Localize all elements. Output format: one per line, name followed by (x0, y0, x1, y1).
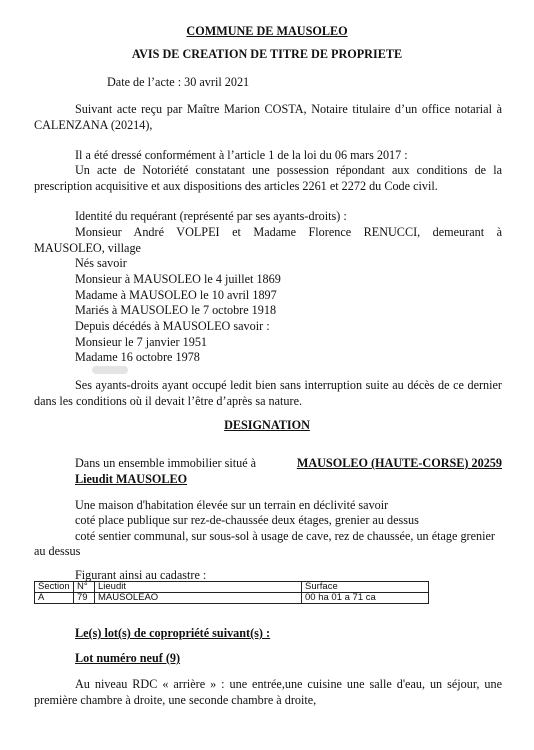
desc-line-1: Une maison d'habitation élevée sur un terrain en déclivité savoir (75, 498, 389, 512)
ayants-line-1: Ses ayants-droits ayant occupé ledit bien sans interruption suite au décès de ce dernier (75, 378, 502, 392)
document-title: AVIS DE CREATION DE TITRE DE PROPRIETE (131, 47, 403, 61)
ayants-line-2: dans les conditions où il devait l’être d’après sa nature. (34, 394, 303, 408)
desc-line-4: au dessus (34, 544, 81, 558)
monsieur-naissance: Monsieur à MAUSOLEO le 4 juillet 1869 (75, 272, 281, 286)
identite-line-3: MAUSOLEO, village (34, 241, 141, 255)
cadastre-header-row (35, 582, 429, 593)
designation-place: MAUSOLEO (HAUTE-CORSE) 20259 (296, 456, 502, 470)
acte-line-2: Un acte de Notoriété constatant une possession répondant aux conditions de la (75, 163, 502, 177)
madame-deces: Madame 16 octobre 1978 (75, 350, 200, 364)
cadastre-col-surface: Surface (302, 582, 429, 593)
cadastre-col-numero: N° (74, 582, 95, 593)
acte-line-1: Il a été dressé conformément à l’article 1 de la loi du 06 mars 2017 : (75, 148, 408, 162)
scan-smudge (92, 366, 128, 374)
cadastre-cell-numero: 79 (74, 593, 95, 604)
lot-title: Lot numéro neuf (9) (75, 651, 181, 665)
cadastre-intro: Figurant ainsi au cadastre : (75, 568, 207, 582)
desc-line-2: coté place publique sur rez-de-chaussée deux étages, grenier au dessus (75, 513, 419, 527)
designation-lieudit: Lieudit MAUSOLEO (75, 472, 188, 486)
cadastre-table (34, 581, 429, 604)
designation-heading: DESIGNATION (224, 418, 310, 432)
lot-line-2: première chambre à droite, une seconde chambre à droite, (34, 693, 317, 707)
nes-savoir: Nés savoir (75, 256, 127, 270)
decedes: Depuis décédés à MAUSOLEO savoir : (75, 319, 270, 333)
identite-line-2: Monsieur André VOLPEI et Madame Florence RENUCCI, demeurant à (75, 225, 502, 239)
maries: Mariés à MAUSOLEO le 7 octobre 1918 (75, 303, 277, 317)
intro-line-2: CALENZANA (20214), (34, 118, 153, 132)
lots-heading: Le(s) lot(s) de copropriété suivant(s) : (75, 626, 271, 640)
desc-line-3: coté sentier communal, sur sous-sol à usage de cave, rez de chaussée, un étage grenier (75, 529, 495, 543)
cadastre-col-section: Section (35, 582, 74, 593)
cadastre-col-lieudit: Lieudit (95, 582, 302, 593)
acte-line-3: prescription acquisitive et aux dispositions des articles 2261 et 2272 du Code civil. (34, 179, 438, 193)
lot-line-1: Au niveau RDC « arrière » : une entrée,une cuisine une salle d'eau, un séjour, une (75, 677, 502, 691)
date-line: Date de l’acte : 30 avril 2021 (107, 75, 250, 89)
designation-prefix: Dans un ensemble immobilier situé à (75, 456, 257, 470)
cadastre-cell-section: A (35, 593, 74, 604)
cadastre-cell-lieudit: MAUSOLEAO (95, 593, 302, 604)
cadastre-cell-surface: 00 ha 01 a 71 ca (302, 593, 429, 604)
designation-line-1 (75, 456, 502, 472)
commune-heading: COMMUNE DE MAUSOLEO (186, 24, 348, 38)
monsieur-deces: Monsieur le 7 janvier 1951 (75, 335, 208, 349)
identite-line-1: Identité du requérant (représenté par ses ayants-droits) : (75, 209, 347, 223)
intro-line-1: Suivant acte reçu par Maître Marion COSTA, Notaire titulaire d’un office notarial à (75, 102, 502, 116)
madame-naissance: Madame à MAUSOLEO le 10 avril 1897 (75, 288, 277, 302)
cadastre-row (35, 593, 429, 604)
